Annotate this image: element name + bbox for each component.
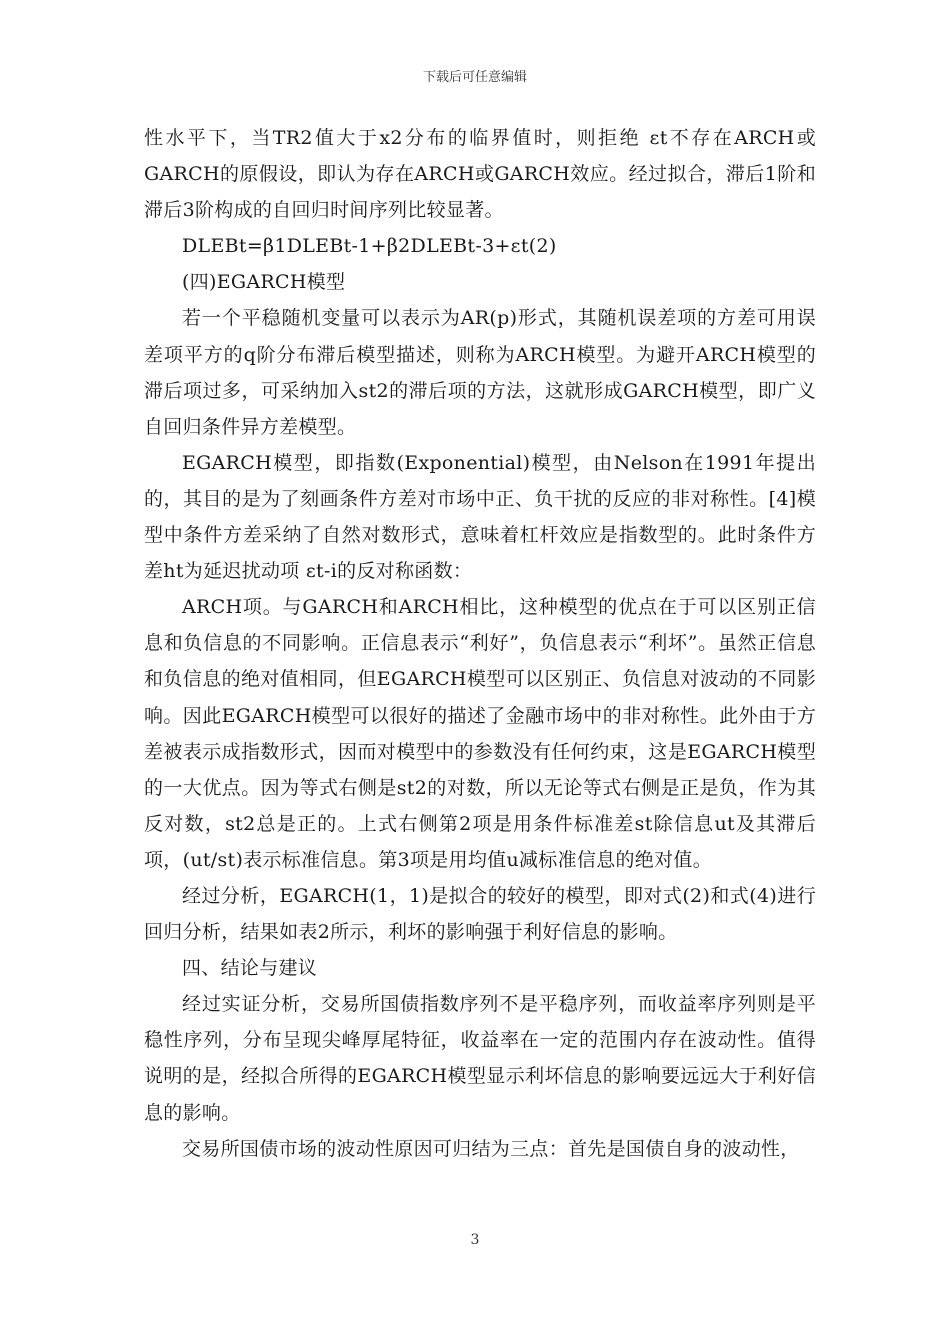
paragraph-volatility-causes: 交易所国债市场的波动性原因可归结为三点：首先是国债自身的波动性， (182, 1137, 800, 1160)
page-header: 下载后可任意编辑 (422, 70, 527, 85)
page-number: 3 (470, 1232, 480, 1248)
paragraph-regression-result: 经过分析，EGARCH(1，1)是拟合的较好的模型，即对式(2)和式(4)进行回归分析，结果如表2所示，利坏的影响强于利好信息的影响。 (144, 884, 816, 944)
paragraph-continuation: 性水平下，当TR2值大于x2分布的临界值时，则拒绝 εt不存在ARCH或GARCH的原假设，即认为存在ARCH或GARCH效应。经过拟合，滞后1阶和滞后3阶构成的自回归时间序列比较显著。 (144, 127, 816, 222)
body-text (144, 120, 816, 1167)
paragraph-arch-definition: 若一个平稳随机变量可以表示为AR(p)形式，其随机误差项的方差可用误差项平方的q阶分布滞后模型描述，则称为ARCH模型。为避开ARCH模型的滞后项过多，可采纳加入st2的滞后项的方法，这就形成GARCH模型，即广义自回归条件异方差模型。 (144, 307, 816, 438)
paragraph-egarch-definition: EGARCH模型，即指数(Exponential)模型，由Nelson在1991年提出的，其目的是为了刻画条件方差对市场中正、负干扰的反应的非对称性。[4]模型中条件方差采纳了自然对数形式，意味着杠杆效应是指数型的。此时条件方差ht为延迟扰动项 εt-i的反对称函数： (144, 451, 816, 583)
equation-2: DLEBt=β1DLEBt-1+β2DLEBt-3+εt(2) (182, 235, 557, 258)
paragraph-egarch-advantages: ARCH项。与GARCH和ARCH相比，这种模型的优点在于可以区别正信息和负信息的不同影响。正信息表示“利好”，负信息表示“利坏”。虽然正信息和负信息的绝对值相同，但EGARCH模型可以区别正、负信息对波动的不同影响。因此EGARCH模型可以很好的描述了金融市场中的非对称性。此外由于方差被表示成指数形式，因而对模型中的参数没有任何约束，这是EGARCH模型的一大优点。因为等式右侧是st2的对数，所以无论等式右侧是正是负，作为其反对数，st2总是正的。上式右侧第2项是用条件标准差st除信息ut及其滞后项，(ut/st)表示标准信息。第3项是用均值u减标准信息的绝对值。 (144, 596, 816, 871)
paragraph-conclusion: 经过实证分析，交易所国债指数序列不是平稳序列，而收益率序列则是平稳性序列，分布呈现尖峰厚尾特征，收益率在一定的范围内存在波动性。值得说明的是，经拟合所得的EGARCH模型显示利坏信息的影响要远远大于利好信息的影响。 (144, 993, 816, 1124)
section-heading-conclusion: 四、结论与建议 (182, 957, 318, 980)
section-heading-egarch: (四)EGARCH模型 (182, 271, 346, 294)
